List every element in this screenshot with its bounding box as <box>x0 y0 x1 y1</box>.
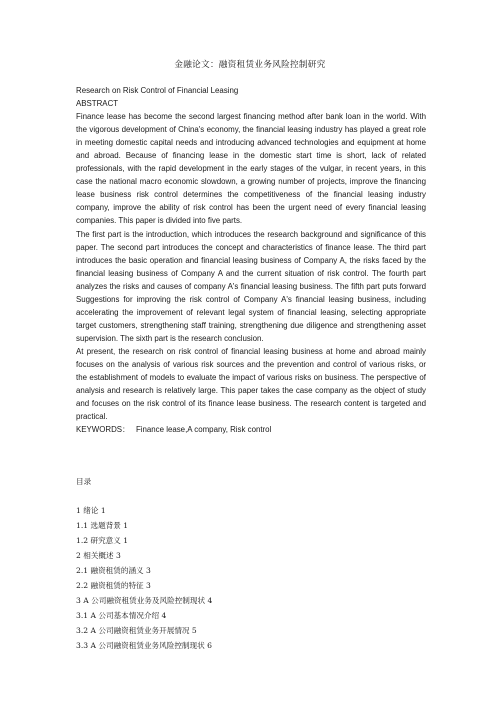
toc-item: 3.1 A 公司基本情况介绍 4 <box>76 611 167 620</box>
abstract-paragraph-2: The first part is the introduction, which introduces the research background and significance of this paper. The second part introduces the concept and characteristics of finance lease. The third part introduces the basic operation and financial leasing business of Company A, the risks faced by the financial leasing business of Company A and the current situation of risk control. The fourth part analyzes the risks and causes of company A's financial leasing business. The fifth part puts forward Suggestions for improving the risk control of Company A's financial leasing business, including accelerating the improvement of relevant legal system of financial leasing, selecting appropriate target customers, strengthening staff training, strengthening due diligence and strengthening asset supervision. The sixth part is the research conclusion. <box>76 229 426 343</box>
toc-item: 1.2 研究意义 1 <box>76 536 129 545</box>
abstract-paragraph-1: Finance lease has become the second largest financing method after bank loan in the world. With the vigorous development of China's economy, the financial leasing industry has played a great role in meeting domestic capital needs and introducing advanced technologies and equipment at home and abroad. Because of financing lease in the domestic start time is short, lack of related professionals, with the rapid development in the early stages of the vulgar, in recent years, in this case the national macro economic slowdown, a growing number of projects, improve the financing lease business risk control determines the competitiveness of the financial leasing industry company, improve the ability of risk control has been the urgent need of every financial leasing companies. This paper is divided into five parts. <box>76 112 426 226</box>
table-of-contents <box>76 476 426 653</box>
abstract-section <box>76 84 426 436</box>
toc-item: 2.2 融资租赁的特征 3 <box>76 581 151 590</box>
keywords-label: KEYWORDS： <box>76 425 130 435</box>
abstract-heading: ABSTRACT <box>76 99 119 109</box>
paper-title: 金融论文：融资租赁业务风险控制研究 <box>174 60 326 70</box>
toc-heading: 目录 <box>76 477 92 486</box>
toc-item: 1 绪论 1 <box>76 506 106 515</box>
english-title: Research on Risk Control of Financial Leasing <box>76 86 239 95</box>
toc-item: 3 A 公司融资租赁业务及风险控制现状 4 <box>76 596 213 605</box>
toc-item: 3.3 A 公司融资租赁业务风险控制现状 6 <box>76 641 212 650</box>
toc-item: 2 相关概述 3 <box>76 551 121 560</box>
toc-item: 1.1 选题背景 1 <box>76 521 129 530</box>
keywords-line <box>76 423 426 436</box>
keywords-value: Finance lease,A company, Risk control <box>135 425 272 435</box>
toc-item: 3.2 A 公司融资租赁业务开展情况 5 <box>76 626 197 635</box>
toc-item: 2.1 融资租赁的涵义 3 <box>76 566 151 575</box>
abstract-paragraph-3: At present, the research on risk control of financial leasing business at home and abroad mainly focuses on the analysis of various risk sources and the prevention and control of various risks, or the establishment of models to evaluate the impact of various risks on business. The perspective of analysis and research is relatively large. This paper takes the case company as the object of study and focuses on the risk control of its finance lease business. The research content is targeted and practical. <box>76 346 426 422</box>
